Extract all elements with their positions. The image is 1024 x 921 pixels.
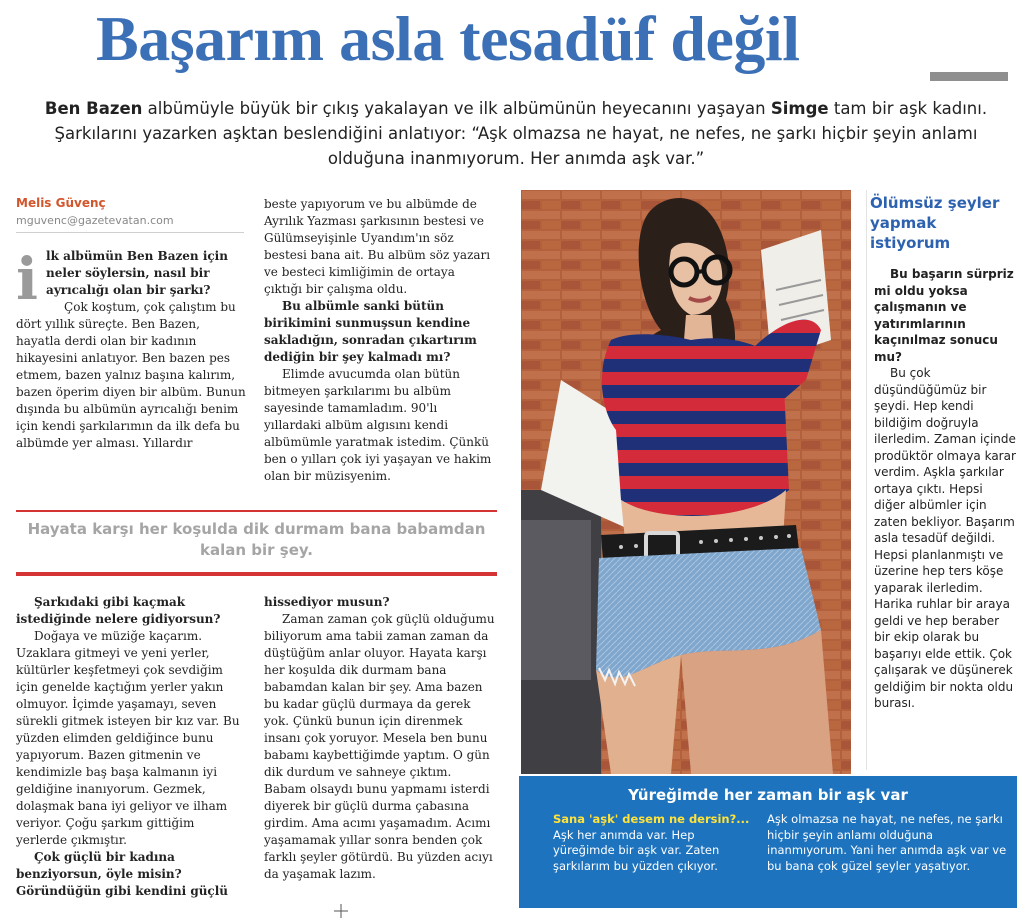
drop-cap: i — [16, 245, 39, 313]
box-answer-right: Aşk olmazsa ne hayat, ne nefes, ne şarkı hiçbir şeyin anlamı olduğuna inanmıyorum. Yani her anımda aşk var ve bu bana çok güzel şeyler yaşatıyor. — [767, 812, 1007, 873]
author-name: Melis Güvenç — [16, 196, 106, 210]
pull-quote-bottom-rule — [16, 572, 497, 576]
article-column-1 — [16, 245, 246, 452]
box-answer-left: Aşk her anımda var. Hep yüreğimde bir aşk var. Zaten şarkılarım bu yüzden çıkıyor. — [553, 827, 720, 873]
pull-quote-top-rule — [16, 510, 497, 512]
answer-3: Doğaya ve müziğe kaçarım. Uzaklara gitmeyi ve yeni yerler, kültürler keşfetmeyi çok sevdiğim için genelde kaçtığım yerler yakın olmuyor. İçimde yaşamayı, seven sürekli gitmek isteyen bir kız var. Bu yüzden elimden geldiğince bunu yapıyorum. Bazen gitmenin ve kendimizle baş başa kalmanın iyi geldiğine inanıyorum. Gezmek, dolaşmak bana iyi geliyor ve ilham veriyor. Çoğu şarkım gittiğim yerlerde çıkmıştır. — [16, 629, 240, 847]
sidebar-answer: Bu çok düşündüğümüz bir şeydi. Hep kendi bildiğim doğruyla ilerledim. Zaman içinde prodüktör olmaya karar verdim. Aşkla şarkılar ortaya çıktı. Hepsi diğer albümler için zaten bekliyor. Başarım asla tesadüf değildi. Hepsi planlanmıştı ve üzerine hep ters köşe yaparak ilerledim. Harika ruhlar bir araya geldi ve hep beraber bir ekip olarak bu başarıyı elde ettik. Çok çalışarak ve düşünerek geldiğim bir nokta oldu burası. — [874, 366, 1016, 710]
question-1: lk albümün Ben Bazen için neler söylersin, nasıl bir ayrıcalığı olan bir şarkı? — [46, 249, 228, 297]
lead-text-2: tam bir aşk kadını. Şarkılarını yazarken aşktan beslendiğini anlatıyor: “Aşk olmazsa ne hayat, ne nefes, ne şarkı hiçbir şeyin anlamı olduğuna inanmıyorum. Her anımda aşk var.” — [54, 99, 988, 168]
byline — [16, 196, 244, 240]
sidebar-body — [874, 266, 1016, 712]
sidebar-divider — [866, 190, 867, 770]
article-column-4 — [264, 594, 496, 883]
answer-4: Zaman zaman çok güçlü olduğumu biliyorum ama tabii zaman zaman da düştüğüm anlar oluyor. Hayata karşı her koşulda dik durmam bana babamdan kalan bir şey. Ama bazen bu kadar güçlü durmaya da gerek yok. Çünkü bunun için direnmek insanı çok yoruyor. Mesela ben bunu babamı kaybettiğimde yaptım. O gün dik durdum ve sahneye çıktım. Babam olsaydı bunu yapmamı isterdi diyerek bir güçlü durma çabasına girdim. Ama acımı yaşamadım. Acımı yaşamamak yıllar sonra benden çok farklı şeyler götürdü. Bu yüzden acıyı da yaşamak lazım. — [264, 612, 495, 881]
byline-divider — [16, 232, 244, 233]
question-3: Şarkıdaki gibi kaçmak istediğinde nelere gidiyorsun? — [16, 595, 221, 626]
box-left-column — [533, 812, 757, 874]
sidebar-question: Bu başarın sürpriz mi oldu yoksa çalışmanın ve yatırımlarının kaçınılmaz sonucu mu? — [874, 267, 1014, 364]
author-email[interactable]: mguvenc@gazetevatan.com — [16, 214, 174, 227]
question-4: Çok güçlü bir kadına benziyorsun, öyle misin? Göründüğün gibi kendini güçlü — [16, 850, 229, 898]
crop-mark-icon — [334, 904, 348, 918]
portrait-photo — [521, 190, 851, 774]
headline-bold: tesadüf değil — [459, 3, 800, 74]
box-question: Sana 'aşk' desem ne dersin?... — [553, 812, 750, 826]
lead-text-1: albümüyle büyük bir çıkış yakalayan ve ilk albümünün heyecanını yaşayan — [142, 99, 771, 118]
sidebar-heading: Ölümsüz şeyler yapmak istiyorum — [870, 194, 1000, 252]
lead-paragraph — [32, 96, 1000, 171]
pull-quote: Hayata karşı her koşulda dik durmam bana babamdan kalan bir şey. — [27, 520, 486, 559]
portrait-illustration — [521, 190, 851, 774]
question-4-continued: hissediyor musun? — [264, 595, 390, 609]
headline — [96, 4, 799, 74]
article-column-3 — [16, 594, 246, 900]
lead-album-name: Ben Bazen — [44, 99, 143, 118]
headline-rule — [930, 72, 1008, 81]
article-column-2 — [264, 196, 496, 485]
answer-1: Çok koştum, çok çalıştım bu dört yıllık süreçte. Ben Bazen, hayatla derdi olan bir kadının hikayesini anlatıyor. Ben bazen pes etmem, bazen yalnız başına kalırım, bazen öperim diyen bir albüm. Bunun dışında bu albümün ayrıcalığı benim için kendi şarkılarımın da ilk defa bu albümde yer alması. Yıllardır — [16, 300, 246, 450]
headline-regular: Başarım asla — [96, 3, 460, 74]
love-box — [519, 776, 1017, 908]
question-2: Bu albümle sanki bütün birikimini sunmuşsun kendine sakladığın, sonradan çıkartırım dediğin bir şey kalmadı mı? — [264, 299, 477, 364]
answer-2: Elimde avucumda olan bütün bitmeyen şarkılarımı bu albüm sayesinde tamamladım. 90'lı yıllardaki albüm algısını kendi albümümle yaratmak istedim. Çünkü ben o yılları çok iyi yaşayan ve hakim olan bir müzisyenim. — [264, 367, 492, 483]
answer-1-continued: beste yapıyorum ve bu albümde de Ayrılık Yazması şarkısının bestesi ve Gülümseyişinle Uyandım'ın söz bestesi bana ait. Bu albüm söz yazarı ve besteci kimliğimin de ortaya çıktığı bir çalışma oldu. — [264, 197, 491, 296]
box-title: Yüreğimde her zaman bir aşk var — [628, 786, 908, 804]
lead-artist-name: Simge — [770, 99, 829, 118]
